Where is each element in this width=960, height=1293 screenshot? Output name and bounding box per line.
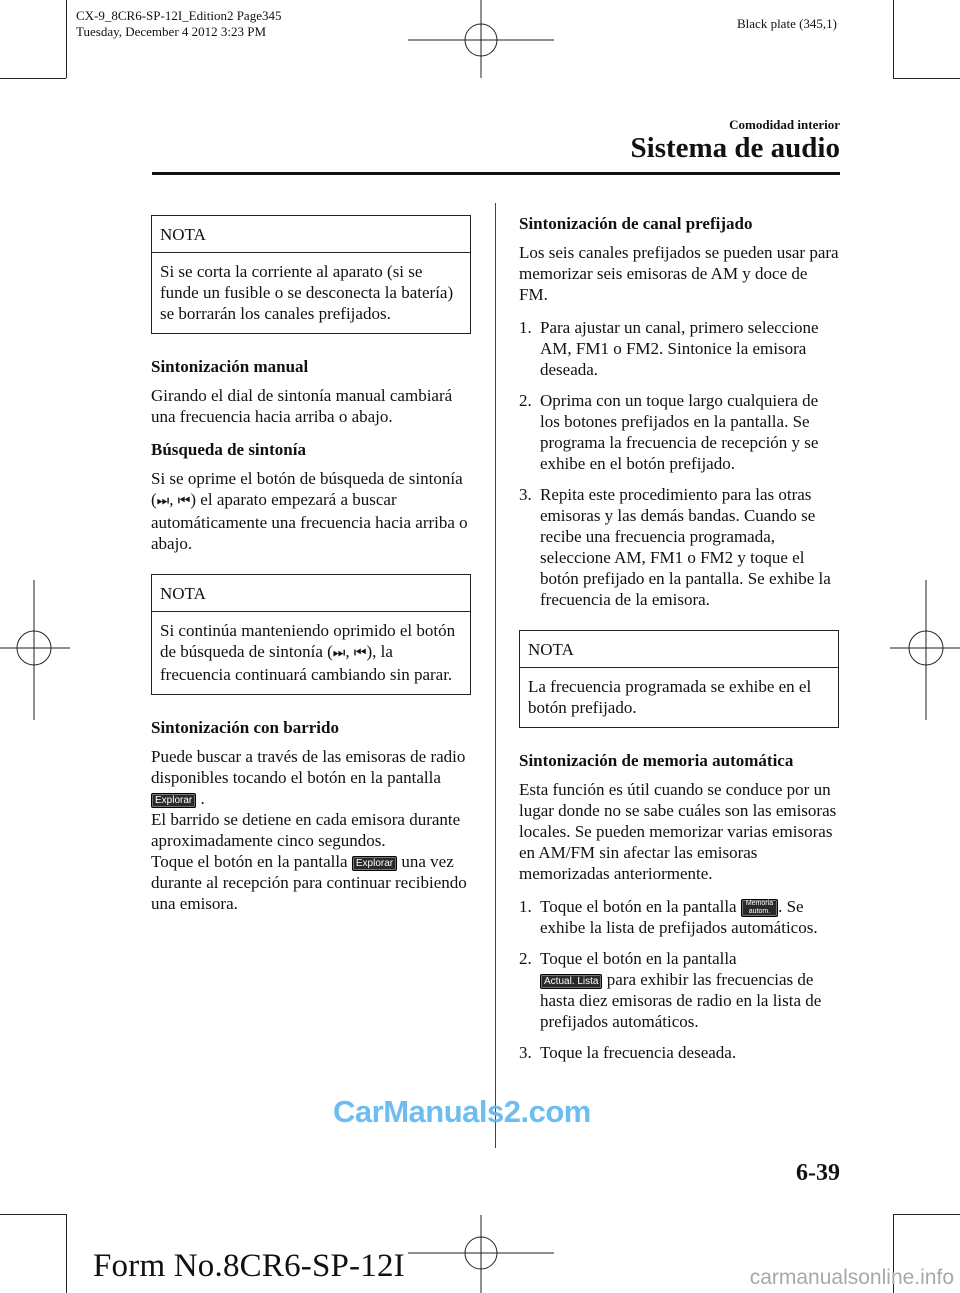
print-job-line-2: Tuesday, December 4 2012 3:23 PM (76, 24, 267, 39)
column-divider (495, 203, 496, 1148)
heading-auto-memory: Sintonización de memoria automática (519, 751, 794, 770)
heading-manual-tuning: Sintonización manual (151, 357, 309, 376)
header-rule (152, 172, 840, 175)
list-item: 2. Toque el botón en la pantalla Actual. Lista para exhibir las frecuencias de hasta diez emisoras de radio en la lista de prefijados automáticos. (519, 949, 822, 1032)
watermark-carmanuals2: CarManuals2.com (333, 1094, 591, 1129)
site-watermark: carmanualsonline.info (749, 1266, 954, 1289)
list-item: 1. Toque el botón en la pantalla Memoria autom. . Se exhibe la lista de prefijados automáticos. (519, 897, 818, 938)
registration-mark-left (0, 580, 70, 720)
skip-back-icon: ⏮ (177, 493, 191, 509)
note-text: La frecuencia programada se exhibe en el botón prefijado. (528, 677, 812, 717)
auto-memory-steps (519, 896, 839, 1063)
auto-memory-intro: Esta función es útil cuando se conduce por un lugar donde no se sabe cuáles son las emisoras locales. Se pueden memorizar varias emisoras en AM/FM sin afectar las emisoras memorizadas anteriormente. (519, 780, 837, 883)
skip-back-icon: ⏮ (353, 645, 367, 661)
list-item: 3. Repita este procedimiento para las otras emisoras y las demás bandas. Cuando se recibe una frecuencia programada, seleccione AM, FM1 o FM2 y toque el botón prefijado en la pantalla. Se exhibe la frecuencia de la emisora. (519, 485, 831, 609)
right-column (519, 213, 839, 1075)
page-number: 6-39 (796, 1160, 840, 1186)
note-label: NOTA (520, 631, 838, 668)
note-box-power (151, 215, 471, 334)
note-label: NOTA (152, 216, 470, 253)
seek-tuning-text: Si se oprime el botón de búsqueda de sintonía (⏭, ⏮) el aparato empezará a buscar automáticamente una frecuencia hacia arriba o abajo. (151, 469, 468, 553)
explorar-button-image: Explorar (352, 856, 397, 871)
heading-seek-tuning: Búsqueda de sintonía (151, 440, 306, 459)
scan-tuning-text-3: Toque el botón en la pantalla Explorar una vez durante al recepción para continuar recibiendo una emisora. (151, 852, 467, 913)
skip-forward-icon: ⏭ (156, 493, 170, 509)
print-plate-label: Black plate (345,1) (737, 16, 837, 31)
actual-lista-button-image: Actual. Lista (540, 974, 602, 989)
heading-scan-tuning: Sintonización con barrido (151, 718, 339, 737)
registration-mark-bottom (408, 1215, 554, 1293)
form-number: Form No.8CR6-SP-12I (93, 1248, 405, 1284)
explorar-button-image: Explorar (151, 793, 196, 808)
note-label: NOTA (152, 575, 470, 612)
registration-mark-top (408, 0, 554, 78)
list-item: 3. Toque la frecuencia deseada. (519, 1043, 737, 1063)
section-title: Sistema de audio (630, 132, 840, 164)
preset-intro: Los seis canales prefijados se pueden usar para memorizar seis emisoras de AM y doce de FM. (519, 243, 839, 304)
note-box-preset (519, 630, 839, 728)
scan-tuning-text-1: Puede buscar a través de las emisoras de radio disponibles tocando el botón en la pantalla Explorar . (151, 747, 466, 808)
print-job-line-1: CX-9_8CR6-SP-12I_Edition2 Page345 (76, 8, 282, 23)
manual-tuning-text: Girando el dial de sintonía manual cambiará una frecuencia hacia arriba o abajo. (151, 386, 453, 426)
note-text: Si continúa manteniendo oprimido el botón de búsqueda de sintonía (⏭, ⏮), la frecuencia continuará cambiando sin parar. (160, 621, 456, 684)
section-category: Comodidad interior (729, 117, 840, 132)
heading-preset-tuning: Sintonización de canal prefijado (519, 214, 753, 233)
note-box-seek (151, 574, 471, 695)
scan-tuning-text-2: El barrido se detiene en cada emisora durante aproximadamente cinco segundos. (151, 810, 461, 850)
preset-steps (519, 317, 839, 610)
list-item: 1. Para ajustar un canal, primero seleccione AM, FM1 o FM2. Sintonice la emisora deseada. (519, 318, 819, 379)
left-column (151, 215, 471, 926)
note-text: Si se corta la corriente al aparato (si se funde un fusible o se desconecta la batería) se borrarán los canales prefijados. (160, 262, 454, 323)
skip-forward-icon: ⏭ (332, 645, 346, 661)
list-item: 2. Oprima con un toque largo cualquiera de los botones prefijados en la pantalla. Se programa la frecuencia de recepción y se exhibe en el botón prefijado. (519, 391, 819, 473)
memoria-autom-button-image: Memoria autom. (741, 899, 778, 917)
registration-mark-right (890, 580, 960, 720)
